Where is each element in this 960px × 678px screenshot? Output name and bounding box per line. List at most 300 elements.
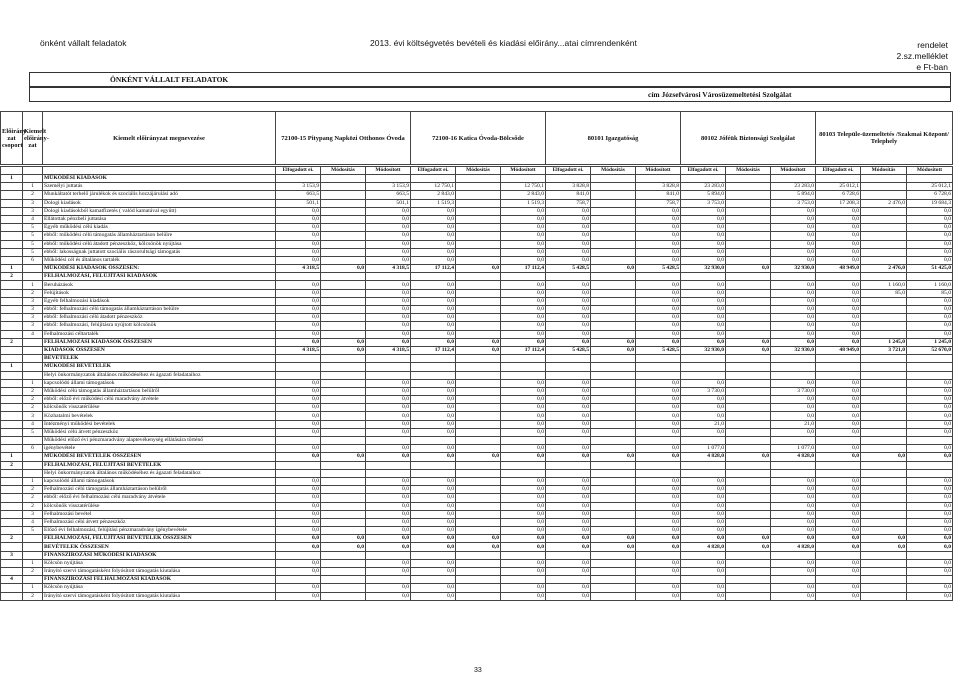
value-cell [681, 273, 726, 281]
label-cell: Egyéb felhalmozási kiadások [43, 297, 276, 305]
value-cell: 12 750,1 [501, 183, 546, 191]
value-cell: 0,0 [816, 518, 861, 526]
value-cell: 0,0 [546, 322, 591, 330]
value-cell [726, 469, 771, 477]
item-cell: 6 [23, 445, 43, 453]
value-cell: 0,0 [501, 543, 546, 551]
value-cell: 0,0 [636, 215, 681, 223]
value-cell: 0,0 [501, 445, 546, 453]
value-cell: 0,0 [366, 297, 411, 305]
budget-table [0, 166, 953, 601]
section-band [29, 72, 951, 87]
value-cell: 2 476,0 [861, 265, 907, 273]
value-cell: 0,0 [501, 281, 546, 289]
value-cell [816, 175, 861, 183]
value-cell [456, 322, 501, 330]
value-cell [907, 437, 953, 445]
unit-header-3: 80101 Igazgatóság [546, 112, 681, 165]
value-cell [861, 420, 907, 428]
value-cell: 4 828,0 [681, 543, 726, 551]
value-cell [816, 576, 861, 584]
value-cell: 0,0 [276, 543, 321, 551]
value-cell [456, 527, 501, 535]
table-row [1, 387, 953, 395]
value-cell [726, 371, 771, 379]
value-cell [321, 559, 366, 567]
value-cell: 0,0 [411, 232, 456, 240]
value-cell: 0,0 [771, 396, 816, 404]
value-cell: 0,0 [366, 527, 411, 535]
value-cell: 0,0 [907, 477, 953, 485]
value-cell [591, 322, 636, 330]
value-cell [321, 314, 366, 322]
value-cell: 1 077,0 [771, 445, 816, 453]
table-row [1, 396, 953, 404]
group-cell [1, 518, 23, 526]
value-cell: 0,0 [771, 477, 816, 485]
value-cell: 0,0 [546, 232, 591, 240]
value-cell: 0,0 [546, 256, 591, 264]
group-cell [1, 584, 23, 592]
group-cell [1, 371, 23, 379]
item-cell [23, 543, 43, 551]
value-cell [321, 191, 366, 199]
value-cell [771, 461, 816, 469]
value-cell [591, 175, 636, 183]
value-cell: 0,0 [411, 215, 456, 223]
label-cell: Ellátottak pénzbeli juttatása [43, 215, 276, 223]
value-cell: 0,0 [501, 232, 546, 240]
value-cell [276, 437, 321, 445]
value-cell [591, 396, 636, 404]
value-cell: 0,0 [411, 412, 456, 420]
value-cell [321, 273, 366, 281]
value-cell: 0,0 [907, 322, 953, 330]
value-cell: 0,0 [276, 412, 321, 420]
value-cell [366, 371, 411, 379]
value-cell: 758,7 [546, 199, 591, 207]
value-cell: 0,0 [816, 330, 861, 338]
item-cell: 2 [23, 494, 43, 502]
value-cell: 0,0 [411, 379, 456, 387]
value-cell: 0,0 [771, 240, 816, 248]
value-cell [726, 256, 771, 264]
value-cell [456, 371, 501, 379]
item-cell: 2 [23, 502, 43, 510]
table-row [1, 183, 953, 191]
value-cell: 0,0 [366, 486, 411, 494]
label-cell: Személyi juttatás [43, 183, 276, 191]
value-cell: 841,0 [636, 191, 681, 199]
item-cell: 1 [23, 584, 43, 592]
value-cell: 0,0 [276, 215, 321, 223]
value-cell [726, 510, 771, 518]
table-row [1, 527, 953, 535]
value-cell [321, 527, 366, 535]
value-cell [816, 273, 861, 281]
value-cell: 0,0 [501, 527, 546, 535]
value-cell: 0,0 [861, 535, 907, 543]
group-cell: 1 [1, 265, 23, 273]
value-cell [861, 322, 907, 330]
value-cell [681, 576, 726, 584]
item-cell: 3 [23, 314, 43, 322]
group-cell [1, 477, 23, 485]
table-row [1, 477, 953, 485]
value-cell: 0,0 [771, 568, 816, 576]
value-cell: 0,0 [816, 535, 861, 543]
value-cell [591, 420, 636, 428]
value-cell [591, 330, 636, 338]
value-cell: 1 519,3 [411, 199, 456, 207]
value-cell [861, 224, 907, 232]
group-cell [1, 437, 23, 445]
label-cell: BEVÉTELEK [43, 355, 276, 363]
value-cell [546, 461, 591, 469]
value-cell [411, 273, 456, 281]
value-cell: 0,0 [366, 412, 411, 420]
value-cell: 0,0 [411, 486, 456, 494]
value-cell: 0,0 [681, 314, 726, 322]
value-cell [456, 445, 501, 453]
value-cell [907, 576, 953, 584]
label-cell: Működési célú támogatás államháztartáson belülről [43, 387, 276, 395]
value-cell [276, 175, 321, 183]
table-row [1, 346, 953, 354]
value-cell [456, 576, 501, 584]
value-cell: 0,0 [636, 404, 681, 412]
label-cell: Munkáltatót terhelő járulékok és szociális hozzájárulási adó [43, 191, 276, 199]
value-cell: 0,0 [501, 453, 546, 461]
value-cell [321, 363, 366, 371]
table-row [1, 469, 953, 477]
value-cell [456, 396, 501, 404]
group-cell: 2 [1, 535, 23, 543]
value-cell: 0,0 [636, 584, 681, 592]
value-cell: 0,0 [546, 412, 591, 420]
value-cell: 0,0 [771, 535, 816, 543]
value-cell [366, 469, 411, 477]
label-cell: igénybevétele [43, 445, 276, 453]
value-cell: 0,0 [501, 559, 546, 567]
value-cell: 0,0 [636, 502, 681, 510]
value-cell: 0,0 [366, 224, 411, 232]
value-cell [456, 273, 501, 281]
col-item-header: Kiemelt előirány-zat [23, 112, 43, 165]
value-cell [726, 428, 771, 436]
value-cell: 48 949,0 [816, 265, 861, 273]
value-cell [636, 576, 681, 584]
value-cell: 0,0 [636, 240, 681, 248]
value-cell [366, 273, 411, 281]
item-cell [23, 273, 43, 281]
value-cell: 0,0 [546, 527, 591, 535]
table-row [1, 248, 953, 256]
value-cell: 0,0 [907, 256, 953, 264]
value-cell: 0,0 [546, 248, 591, 256]
label-cell: ebből: felhalmozási célú átadott pénzeszköz [43, 314, 276, 322]
item-cell: 2 [23, 592, 43, 600]
col-group-header: Előirány zat csoport [1, 112, 23, 165]
value-cell: 0,0 [816, 568, 861, 576]
value-cell [861, 183, 907, 191]
value-cell [456, 510, 501, 518]
value-cell [726, 314, 771, 322]
value-cell: 501,1 [276, 199, 321, 207]
table-row [1, 543, 953, 551]
value-cell: 0,0 [907, 428, 953, 436]
value-cell: 0,0 [816, 502, 861, 510]
value-cell: 0,0 [456, 453, 501, 461]
value-cell: 0,0 [411, 518, 456, 526]
value-cell [276, 576, 321, 584]
value-cell: 0,0 [636, 428, 681, 436]
value-cell [861, 175, 907, 183]
value-cell [456, 191, 501, 199]
value-cell [726, 232, 771, 240]
value-cell: 0,0 [816, 379, 861, 387]
value-cell: 0,0 [907, 527, 953, 535]
value-cell [636, 175, 681, 183]
value-cell: 0,0 [636, 559, 681, 567]
value-cell [681, 175, 726, 183]
value-cell [321, 412, 366, 420]
value-cell: 0,0 [546, 297, 591, 305]
item-cell: 4 [23, 420, 43, 428]
institution-title: cím Józsefvárosi Városüzemeltetési Szolgálat [648, 90, 792, 99]
value-cell: 2 843,0 [411, 191, 456, 199]
value-cell: 0,0 [501, 396, 546, 404]
value-cell [321, 355, 366, 363]
label-cell: BEVÉTELEK ÖSSZESEN [43, 543, 276, 551]
value-cell: 32 930,0 [681, 265, 726, 273]
value-cell [861, 387, 907, 395]
value-cell: 0,0 [546, 518, 591, 526]
value-cell [276, 371, 321, 379]
value-cell: 0,0 [546, 568, 591, 576]
value-cell [816, 363, 861, 371]
value-cell [771, 371, 816, 379]
value-cell: 0,0 [816, 420, 861, 428]
value-cell: 0,0 [681, 518, 726, 526]
value-cell: 0,0 [501, 215, 546, 223]
value-cell [726, 183, 771, 191]
value-cell: 0,0 [276, 256, 321, 264]
value-cell [816, 355, 861, 363]
value-cell: 0,0 [366, 256, 411, 264]
value-cell: 0,0 [636, 232, 681, 240]
value-cell [591, 273, 636, 281]
table-row [1, 273, 953, 281]
value-cell: 25 012,1 [907, 183, 953, 191]
value-cell [726, 494, 771, 502]
value-cell: 3 153,9 [366, 183, 411, 191]
value-cell [726, 404, 771, 412]
table-row [1, 314, 953, 322]
value-cell: 0,0 [411, 543, 456, 551]
value-cell: 0,0 [771, 404, 816, 412]
value-cell: 0,0 [366, 535, 411, 543]
value-cell [861, 518, 907, 526]
value-cell: 0,0 [411, 289, 456, 297]
value-cell: 0,0 [681, 322, 726, 330]
value-cell [591, 248, 636, 256]
label-cell: MŰKÖDÉSI BEVÉTELEK [43, 363, 276, 371]
label-cell: ebből: felhalmozási célú támogatás államháztartáson belülre [43, 306, 276, 314]
value-cell: 0,0 [681, 412, 726, 420]
value-cell: 48 949,0 [816, 346, 861, 354]
value-cell: 0,0 [276, 535, 321, 543]
group-cell [1, 289, 23, 297]
value-cell [861, 314, 907, 322]
value-cell [456, 568, 501, 576]
value-cell [321, 428, 366, 436]
group-cell: 2 [1, 273, 23, 281]
value-cell: 0,0 [636, 568, 681, 576]
value-cell [321, 494, 366, 502]
value-cell: 0,0 [816, 281, 861, 289]
value-cell [501, 273, 546, 281]
value-cell [321, 248, 366, 256]
sub-header-cell: Elfogadott ei. [546, 167, 591, 175]
value-cell: 0,0 [276, 379, 321, 387]
value-cell: 0,0 [411, 568, 456, 576]
value-cell [546, 371, 591, 379]
value-cell [321, 215, 366, 223]
value-cell [726, 551, 771, 559]
value-cell: 0,0 [366, 387, 411, 395]
value-cell [591, 437, 636, 445]
value-cell: 0,0 [501, 486, 546, 494]
value-cell: 0,0 [636, 330, 681, 338]
value-cell: 0,0 [546, 420, 591, 428]
value-cell [726, 576, 771, 584]
table-row [1, 240, 953, 248]
item-cell: 2 [23, 404, 43, 412]
value-cell: 4 828,0 [681, 453, 726, 461]
value-cell [456, 289, 501, 297]
value-cell: 0,0 [636, 494, 681, 502]
value-cell: 0,0 [816, 584, 861, 592]
unit-label: e Ft-ban [916, 62, 948, 72]
label-cell: Kölcsön nyújtása [43, 559, 276, 567]
value-cell: 0,0 [501, 306, 546, 314]
value-cell [861, 559, 907, 567]
table-row [1, 494, 953, 502]
value-cell: 0,0 [681, 477, 726, 485]
value-cell: 0,0 [276, 510, 321, 518]
value-cell: 0,0 [321, 535, 366, 543]
value-cell: 5 428,5 [636, 346, 681, 354]
label-cell: Dologi kiadásokból kamatfizetés ( valód kamatával együtt) [43, 207, 276, 215]
col-name-header: Kiemelt előirányzat megnevezése [43, 112, 276, 165]
value-cell [726, 568, 771, 576]
table-row [1, 486, 953, 494]
value-cell [771, 437, 816, 445]
group-cell [1, 346, 23, 354]
value-cell: 0,0 [276, 322, 321, 330]
table-row [1, 535, 953, 543]
value-cell: 0,0 [501, 322, 546, 330]
group-cell [1, 527, 23, 535]
value-cell: 0,0 [411, 428, 456, 436]
value-cell [276, 363, 321, 371]
value-cell [726, 518, 771, 526]
value-cell [366, 576, 411, 584]
value-cell: 0,0 [546, 494, 591, 502]
value-cell [907, 175, 953, 183]
value-cell [321, 477, 366, 485]
value-cell: 0,0 [411, 420, 456, 428]
label-cell: FELHALMOZÁSI, FELÚJÍTÁSI KIADÁSOK [43, 273, 276, 281]
table-row [1, 404, 953, 412]
value-cell [456, 297, 501, 305]
value-cell [861, 510, 907, 518]
value-cell [726, 215, 771, 223]
value-cell: 0,0 [366, 215, 411, 223]
value-cell [456, 355, 501, 363]
value-cell: 0,0 [907, 420, 953, 428]
value-cell: 1 160,0 [907, 281, 953, 289]
value-cell: 4 318,5 [276, 265, 321, 273]
value-cell: 0,0 [771, 428, 816, 436]
doc-header-center: 2013. évi költségvetés bevételi és kiadási előirány...atai címrendenként [370, 38, 637, 48]
value-cell: 0,0 [816, 494, 861, 502]
value-cell [681, 551, 726, 559]
item-cell: 1 [23, 183, 43, 191]
value-cell: 0,0 [907, 510, 953, 518]
value-cell [591, 281, 636, 289]
value-cell [861, 207, 907, 215]
value-cell [591, 207, 636, 215]
value-cell: 0,0 [771, 248, 816, 256]
value-cell: 0,0 [861, 543, 907, 551]
value-cell [726, 281, 771, 289]
value-cell [591, 191, 636, 199]
value-cell [681, 355, 726, 363]
value-cell: 0,0 [907, 535, 953, 543]
value-cell [321, 240, 366, 248]
value-cell [591, 584, 636, 592]
value-cell: 0,0 [636, 224, 681, 232]
value-cell: 0,0 [816, 453, 861, 461]
value-cell: 4 318,5 [276, 346, 321, 354]
value-cell: 0,0 [681, 330, 726, 338]
value-cell [411, 175, 456, 183]
value-cell [366, 437, 411, 445]
value-cell: 0,0 [546, 387, 591, 395]
value-cell: 0,0 [681, 486, 726, 494]
group-cell [1, 215, 23, 223]
label-cell: Felhalmozási céltartalék [43, 330, 276, 338]
table-row [1, 322, 953, 330]
value-cell: 0,0 [636, 306, 681, 314]
value-cell: 0,0 [411, 404, 456, 412]
table-row [1, 306, 953, 314]
value-cell: 0,0 [366, 306, 411, 314]
value-cell [681, 469, 726, 477]
value-cell [726, 273, 771, 281]
value-cell [861, 568, 907, 576]
value-cell: 4 828,0 [771, 453, 816, 461]
value-cell: 0,0 [816, 314, 861, 322]
group-cell [1, 281, 23, 289]
value-cell: 17 112,4 [501, 346, 546, 354]
table-row [1, 437, 953, 445]
value-cell [771, 469, 816, 477]
value-cell [861, 273, 907, 281]
value-cell [771, 273, 816, 281]
